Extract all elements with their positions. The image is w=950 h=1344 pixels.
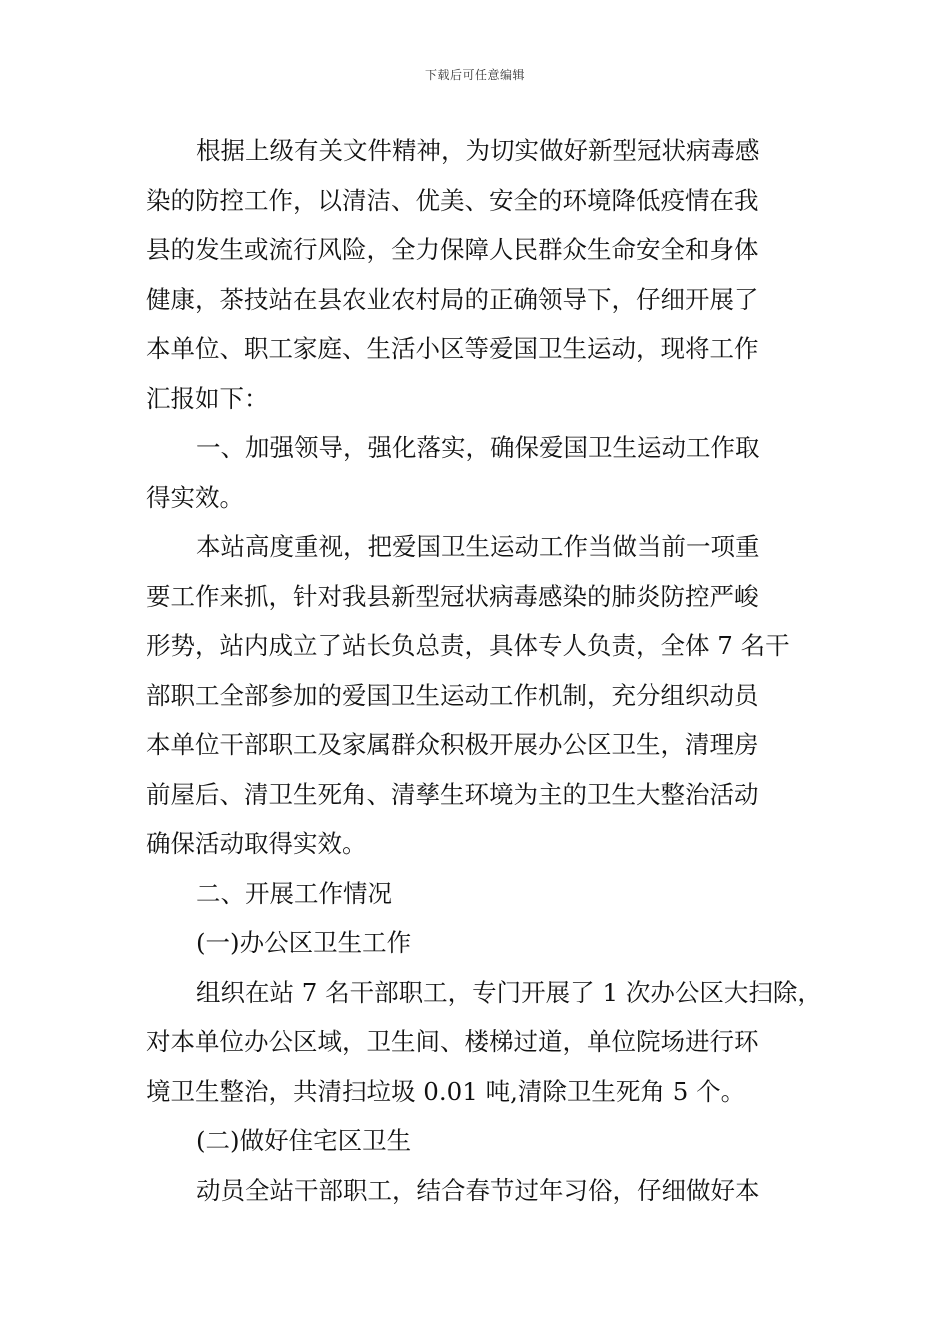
paragraph-line: 部职工全部参加的爱国卫生运动工作机制，充分组织动员 — [146, 680, 759, 710]
paragraph-line: 动员全站干部职工，结合春节过年习俗，仔细做好本 — [196, 1175, 760, 1205]
paragraph-line: 本单位干部职工及家属群众积极开展办公区卫生，清理房 — [146, 730, 759, 759]
paragraph-line: 境卫生整治，共清扫垃圾 0.01 吨,清除卫生死角 5 个。 — [146, 1076, 746, 1106]
section-heading-2: 二、开展工作情况 — [196, 878, 392, 908]
paragraph-line: 组织在站 7 名干部职工，专门开展了 1 次办公区大扫除， — [196, 977, 822, 1007]
paragraph-line: 对本单位办公区域，卫生间、楼梯过道，单位院场进行环 — [146, 1027, 759, 1056]
paragraph-line: 要工作来抓，针对我县新型冠状病毒感染的肺炎防控严峻 — [146, 581, 759, 611]
paragraph-line: 汇报如下： — [146, 383, 269, 413]
subsection-heading-2: (二)做好住宅区卫生 — [196, 1126, 412, 1155]
paragraph-line: 健康，茶技站在县农业农村局的正确领导下，仔细开展了 — [146, 284, 759, 314]
paragraph-line: 本单位、职工家庭、生活小区等爱国卫生运动，现将工作 — [146, 334, 759, 363]
page-header: 下载后可任意编辑 — [424, 68, 525, 82]
paragraph-line: 前屋后、清卫生死角、清孳生环境为主的卫生大整治活动 — [146, 779, 759, 809]
section-heading-1: 一、加强领导，强化落实，确保爱国卫生运动工作取 — [196, 433, 760, 462]
paragraph-line: 根据上级有关文件精神，为切实做好新型冠状病毒感 — [196, 136, 760, 165]
paragraph-line: 县的发生或流行风险，全力保障人民群众生命安全和身体 — [146, 235, 759, 264]
paragraph-line: 确保活动取得实效。 — [146, 829, 367, 858]
paragraph-line: 本站高度重视，把爱国卫生运动工作当做当前一项重 — [196, 532, 760, 561]
section-heading-1-cont: 得实效。 — [146, 482, 244, 512]
subsection-heading-1: (一)办公区卫生工作 — [196, 928, 412, 957]
paragraph-line: 形势，站内成立了站长负总责，具体专人负责，全体 7 名干 — [146, 631, 790, 660]
paragraph-line: 染的防控工作，以清洁、优美、安全的环境降低疫情在我 — [146, 185, 759, 215]
document-body — [146, 126, 822, 1215]
